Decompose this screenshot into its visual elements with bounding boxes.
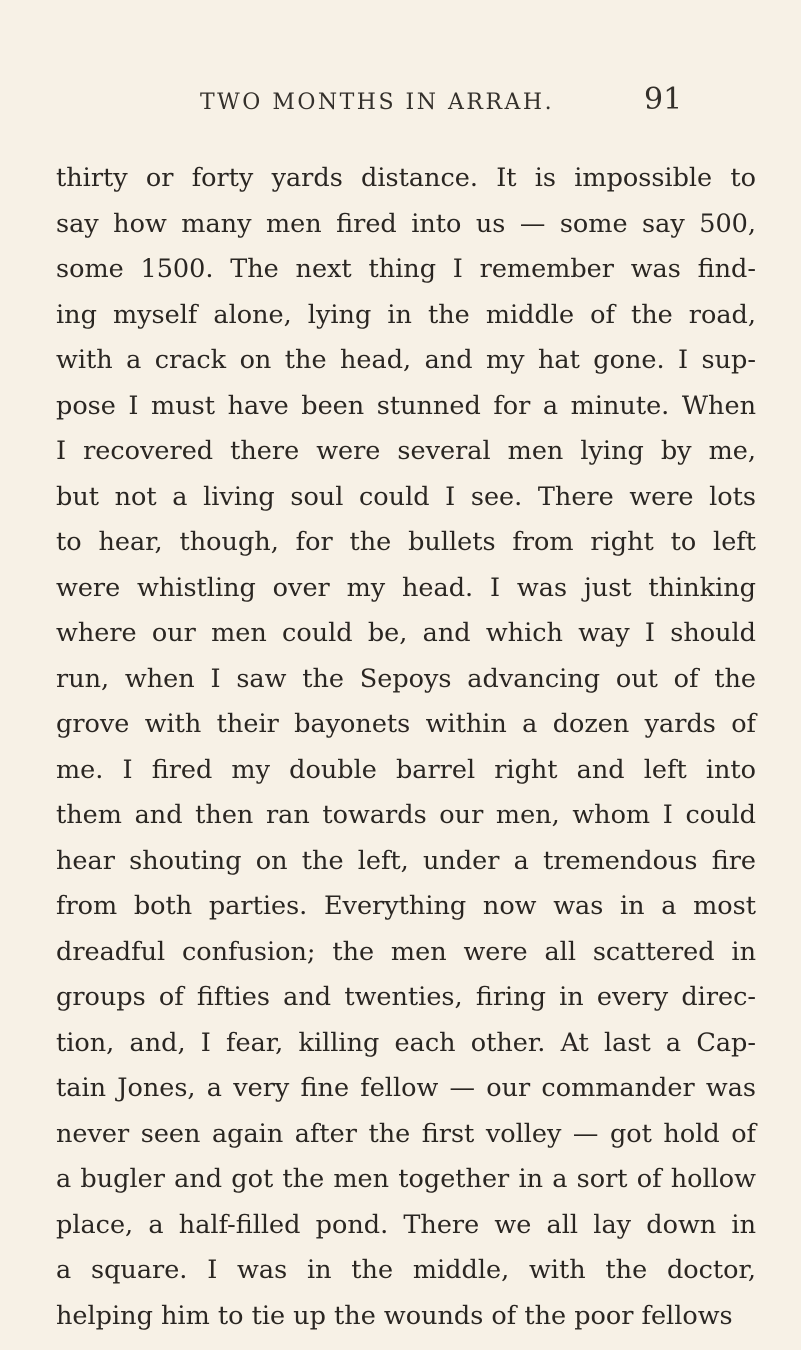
text-line: run, when I saw the Sepoys advancing out of the (56, 663, 756, 694)
text-line: but not a living soul could I see. There were lots (56, 481, 756, 512)
text-line: them and then ran towards our men, whom I could (56, 800, 756, 830)
text-line: say how many men fired into us — some say 500, (56, 208, 756, 239)
body-text (56, 156, 756, 1339)
text-line: ing myself alone, lying in the middle of the road, (56, 299, 756, 330)
text-line: tain Jones, a very fine fellow — our commander was (56, 1073, 756, 1103)
text-line: a square. I was in the middle, with the doctor, (56, 1255, 756, 1285)
text-line: from both parties. Everything now was in a most (56, 891, 756, 921)
text-line: some 1500. The next thing I remember was find- (56, 254, 756, 284)
text-line: were whistling over my head. I was just thinking (56, 572, 756, 603)
text-line: with a crack on the head, and my hat gone. I sup- (56, 345, 756, 375)
text-line: thirty or forty yards distance. It is impossible to (56, 163, 756, 193)
text-line: dreadful confusion; the men were all scattered in (56, 936, 756, 967)
text-line: helping him to tie up the wounds of the poor fellows (56, 1300, 733, 1331)
running-title: TWO MONTHS IN ARRAH. (200, 90, 555, 115)
text-line: where our men could be, and which way I should (56, 618, 756, 648)
text-line: never seen again after the first volley — got hold of (56, 1118, 756, 1149)
text-line: pose I must have been stunned for a minute. When (56, 390, 756, 421)
text-line: a bugler and got the men together in a sort of hollow (56, 1164, 756, 1194)
text-line: place, a half-filled pond. There we all lay down in (56, 1209, 756, 1240)
text-line: to hear, though, for the bullets from right to left (56, 527, 756, 557)
text-line: hear shouting on the left, under a tremendous fire (56, 845, 756, 876)
text-line: grove with their bayonets within a dozen yards of (56, 709, 756, 739)
text-line: me. I fired my double barrel right and left into (56, 754, 756, 785)
text-line: I recovered there were several men lying by me, (56, 436, 756, 466)
text-line: groups of fifties and twenties, firing in every direc- (56, 982, 756, 1012)
page-number: 91 (644, 82, 683, 117)
text-line: tion, and, I fear, killing each other. At last a Cap- (56, 1027, 756, 1058)
